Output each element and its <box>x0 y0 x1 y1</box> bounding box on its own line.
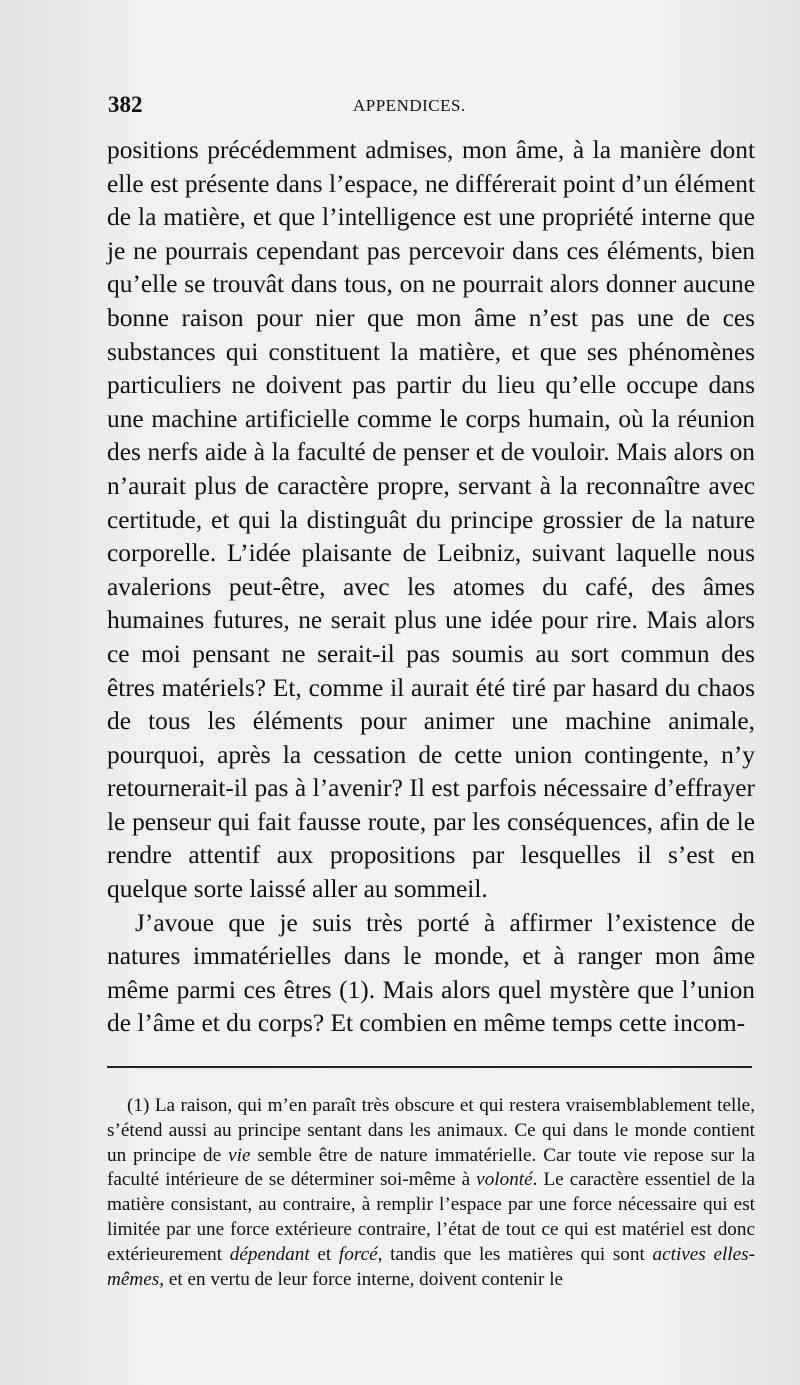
footnote <box>107 1094 755 1292</box>
footnote-text: , tandis que les matières qui sont <box>377 1243 653 1265</box>
footnote-text: semble être de nature immatérielle. Car toute vie repose sur la faculté intérieure de se déterminer soi-même à <box>107 1144 755 1191</box>
footnote-emphasis: actives elles-mêmes <box>107 1243 755 1290</box>
footnote-text: , et en vertu de leur force interne, doivent contenir le <box>159 1268 564 1290</box>
footnotes <box>107 1094 755 1292</box>
footnote-divider <box>107 1066 752 1068</box>
footnote-emphasis: volonté <box>476 1169 533 1191</box>
footnote-emphasis: vie <box>228 1144 251 1166</box>
footnote-marker: (1) <box>127 1095 150 1116</box>
footnote-text: La raison, qui m’en paraît très obscure et qui restera vraisemblablement telle, s’étend aussi au principe sentant dans les animaux. Ce qui dans le monde contient un principe de <box>107 1095 755 1166</box>
body-text <box>107 134 755 1041</box>
footnote-text: et <box>309 1243 339 1265</box>
footnote-emphasis: forcé <box>338 1243 378 1265</box>
page-header <box>108 92 748 122</box>
body-paragraph: positions précédemment admises, mon âme, à la manière dont elle est présente dans l’espace, ne différerait point d’un élément de la matière, et que l’intelligence est une propriété interne que je ne pourrais cependant pas percevoir dans ces éléments, bien qu’elle se trouvât dans tous, on ne pourrait alors donner aucune bonne raison pour nier que mon âme n’est pas une de ces substances qui constituent la matière, et que ses phénomènes particuliers ne doivent pas partir du lieu qu’elle occupe dans une machine artificielle comme le corps humain, où la réunion des nerfs aide à la faculté de penser et de vouloir. Mais alors on n’aurait plus de caractère propre, servant à la reconnaître avec certitude, et qui la distinguât du principe grossier de la nature corporelle. L’idée plaisante de Leibniz, suivant laquelle nous avalerions peut-être, avec les atomes du café, des âmes humaines futures, ne serait plus une idée pour rire. Mais alors ce moi pensant ne serait-il pas soumis au sort commun des êtres matériels? Et, comme il aurait été tiré par hasard du chaos de tous les éléments pour animer une machine animale, pourquoi, après la cessation de cette union contingente, n’y retournerait-il pas à l’avenir? Il est parfois nécessaire d’effrayer le penseur qui fait fausse route, par les conséquences, afin de le rendre attentif aux propositions par lesquelles il s’est en quelque sorte laissé aller au sommeil. <box>107 136 755 904</box>
running-head: APPENDICES. <box>353 96 466 115</box>
page-number: 382 <box>108 92 143 117</box>
footnote-text: . Le caractère essentiel de la matière consistant, au contraire, à remplir l’espace par une force nécessaire qui est limitée par une force extérieure contraire, l’état de tout ce qui est matériel est donc extérieurement <box>107 1169 755 1265</box>
body-paragraph: J’avoue que je suis très porté à affirmer l’existence de natures immatérielles dans le monde, et à ranger mon âme même parmi ces êtres (1). Mais alors quel mystère que l’union de l’âme et du corps? Et combien en même temps cette incom- <box>107 908 755 1038</box>
footnote-emphasis: dépendant <box>229 1243 310 1265</box>
